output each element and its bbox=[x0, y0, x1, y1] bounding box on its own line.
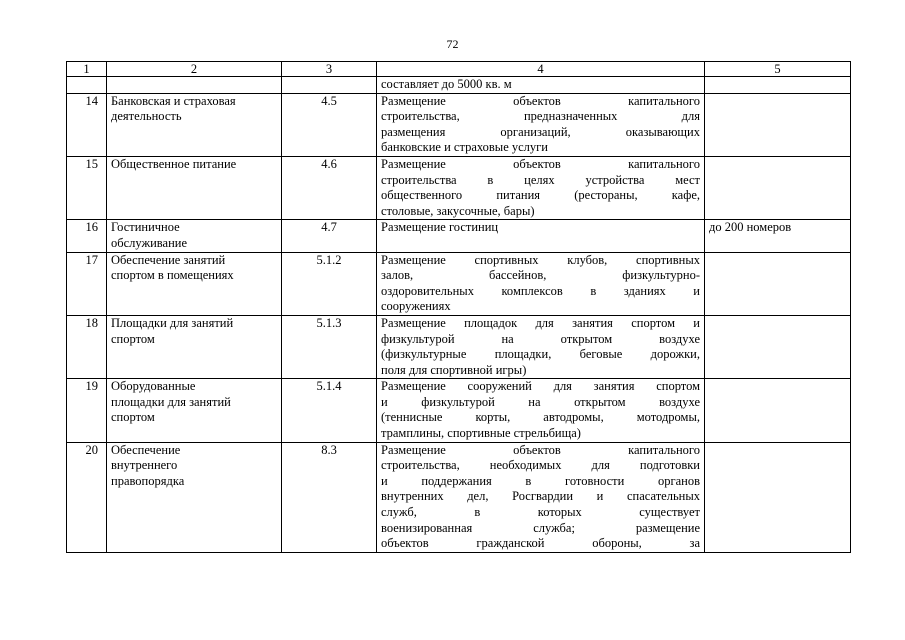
cell-name bbox=[107, 442, 282, 552]
name-line: обслуживание bbox=[111, 235, 188, 250]
name-line: спортом bbox=[111, 331, 155, 346]
table-row bbox=[67, 315, 851, 378]
name-line: спортом в помещениях bbox=[111, 268, 234, 283]
name-line: Обеспечение занятий bbox=[111, 252, 226, 267]
description-line: общественного питания (рестораны, кафе, bbox=[381, 188, 700, 203]
description-line: и поддержания в готовности органов bbox=[381, 473, 700, 488]
description-line: Размещение площадок для занятия спортом и bbox=[381, 315, 700, 330]
cell-extra bbox=[705, 442, 851, 552]
column-header-1: 1 bbox=[67, 62, 107, 77]
cell-code: 5.1.4 bbox=[282, 379, 377, 442]
description-line: Размещение сооружений для занятия спортом bbox=[381, 379, 700, 394]
cell-name bbox=[107, 379, 282, 442]
description-line: залов, бассейнов, физкультурно- bbox=[381, 268, 700, 283]
description-line: столовые, закусочные, бары) bbox=[381, 203, 535, 218]
cell-number: 14 bbox=[67, 93, 107, 156]
description-line: трамплины, спортивные стрельбища) bbox=[381, 426, 581, 441]
table-row-continuation bbox=[67, 77, 851, 94]
description-line: строительства в целях устройства мест bbox=[381, 172, 700, 187]
cell-number bbox=[67, 77, 107, 94]
table-row bbox=[67, 93, 851, 156]
name-line: деятельность bbox=[111, 109, 182, 124]
land-use-table bbox=[66, 61, 851, 553]
description-line: Размещение объектов капитального bbox=[381, 156, 700, 171]
cell-name bbox=[107, 93, 282, 156]
cell-number: 16 bbox=[67, 220, 107, 252]
name-line: Площадки для занятий bbox=[111, 315, 234, 330]
description-line: оздоровительных комплексов в зданиях и bbox=[381, 283, 700, 298]
table-row bbox=[67, 252, 851, 315]
table-row bbox=[67, 156, 851, 219]
cell-extra bbox=[705, 252, 851, 315]
cell-extra bbox=[705, 156, 851, 219]
name-line: Оборудованные bbox=[111, 379, 196, 394]
cell-description bbox=[377, 156, 705, 219]
description-line: строительства, необходимых для подготовки bbox=[381, 458, 700, 473]
name-line: спортом bbox=[111, 410, 155, 425]
cell-name bbox=[107, 156, 282, 219]
cell-name bbox=[107, 315, 282, 378]
cell-code: 8.3 bbox=[282, 442, 377, 552]
description-line: физкультурой на открытом воздухе bbox=[381, 331, 700, 346]
cell-extra bbox=[705, 77, 851, 94]
description-line: Размещение спортивных клубов, спортивных bbox=[381, 252, 700, 267]
cell-description bbox=[377, 77, 705, 94]
cell-description bbox=[377, 252, 705, 315]
description-line: и физкультурой на открытом воздухе bbox=[381, 394, 700, 409]
table-row bbox=[67, 379, 851, 442]
cell-description bbox=[377, 442, 705, 552]
cell-description bbox=[377, 379, 705, 442]
description-line: (физкультурные площадки, беговые дорожки, bbox=[381, 347, 700, 362]
cell-description bbox=[377, 220, 705, 252]
name-line: площадки для занятий bbox=[111, 394, 231, 409]
description-line: составляет до 5000 кв. м bbox=[381, 77, 512, 91]
name-line: внутреннего bbox=[111, 458, 178, 473]
page-number: 72 bbox=[446, 37, 459, 51]
cell-code bbox=[282, 77, 377, 94]
description-line: Размещение объектов капитального bbox=[381, 442, 700, 457]
cell-number: 15 bbox=[67, 156, 107, 219]
name-line: правопорядка bbox=[111, 473, 185, 488]
cell-name bbox=[107, 77, 282, 94]
description-line: (теннисные корты, автодромы, мотодромы, bbox=[381, 410, 700, 425]
cell-number: 18 bbox=[67, 315, 107, 378]
cell-extra bbox=[705, 379, 851, 442]
description-line: военизированная служба; размещение bbox=[381, 520, 700, 535]
description-line: Размещение объектов капитального bbox=[381, 93, 700, 108]
name-line: Банковская и страховая bbox=[111, 93, 236, 108]
description-line: поля для спортивной игры) bbox=[381, 362, 527, 377]
description-line: служб, в которых существует bbox=[381, 505, 700, 520]
table-row bbox=[67, 220, 851, 252]
table-row bbox=[67, 442, 851, 552]
cell-number: 20 bbox=[67, 442, 107, 552]
cell-code: 4.7 bbox=[282, 220, 377, 252]
column-header-4: 4 bbox=[377, 62, 705, 77]
cell-description bbox=[377, 93, 705, 156]
description-line: банковские и страховые услуги bbox=[381, 140, 548, 155]
cell-number: 19 bbox=[67, 379, 107, 442]
cell-number: 17 bbox=[67, 252, 107, 315]
description-line: размещения организаций, оказывающих bbox=[381, 124, 700, 139]
name-line: Гостиничное bbox=[111, 220, 180, 235]
cell-code: 4.5 bbox=[282, 93, 377, 156]
cell-code: 5.1.2 bbox=[282, 252, 377, 315]
column-header-3: 3 bbox=[282, 62, 377, 77]
name-line: Обеспечение bbox=[111, 442, 181, 457]
cell-code: 5.1.3 bbox=[282, 315, 377, 378]
name-line: Общественное питание bbox=[111, 156, 237, 171]
table-header-row bbox=[67, 62, 851, 77]
cell-description bbox=[377, 315, 705, 378]
column-header-5: 5 bbox=[705, 62, 851, 77]
column-header-2: 2 bbox=[107, 62, 282, 77]
cell-name bbox=[107, 252, 282, 315]
cell-code: 4.6 bbox=[282, 156, 377, 219]
description-line: строительства, предназначенных для bbox=[381, 109, 700, 124]
cell-name bbox=[107, 220, 282, 252]
description-line: объектов гражданской обороны, за bbox=[381, 536, 700, 551]
description-line: сооружениях bbox=[381, 299, 451, 314]
description-line: Размещение гостиниц bbox=[381, 220, 499, 235]
cell-extra: до 200 номеров bbox=[705, 220, 851, 252]
cell-extra bbox=[705, 315, 851, 378]
cell-extra bbox=[705, 93, 851, 156]
description-line: внутренних дел, Росгвардии и спасательных bbox=[381, 489, 700, 504]
